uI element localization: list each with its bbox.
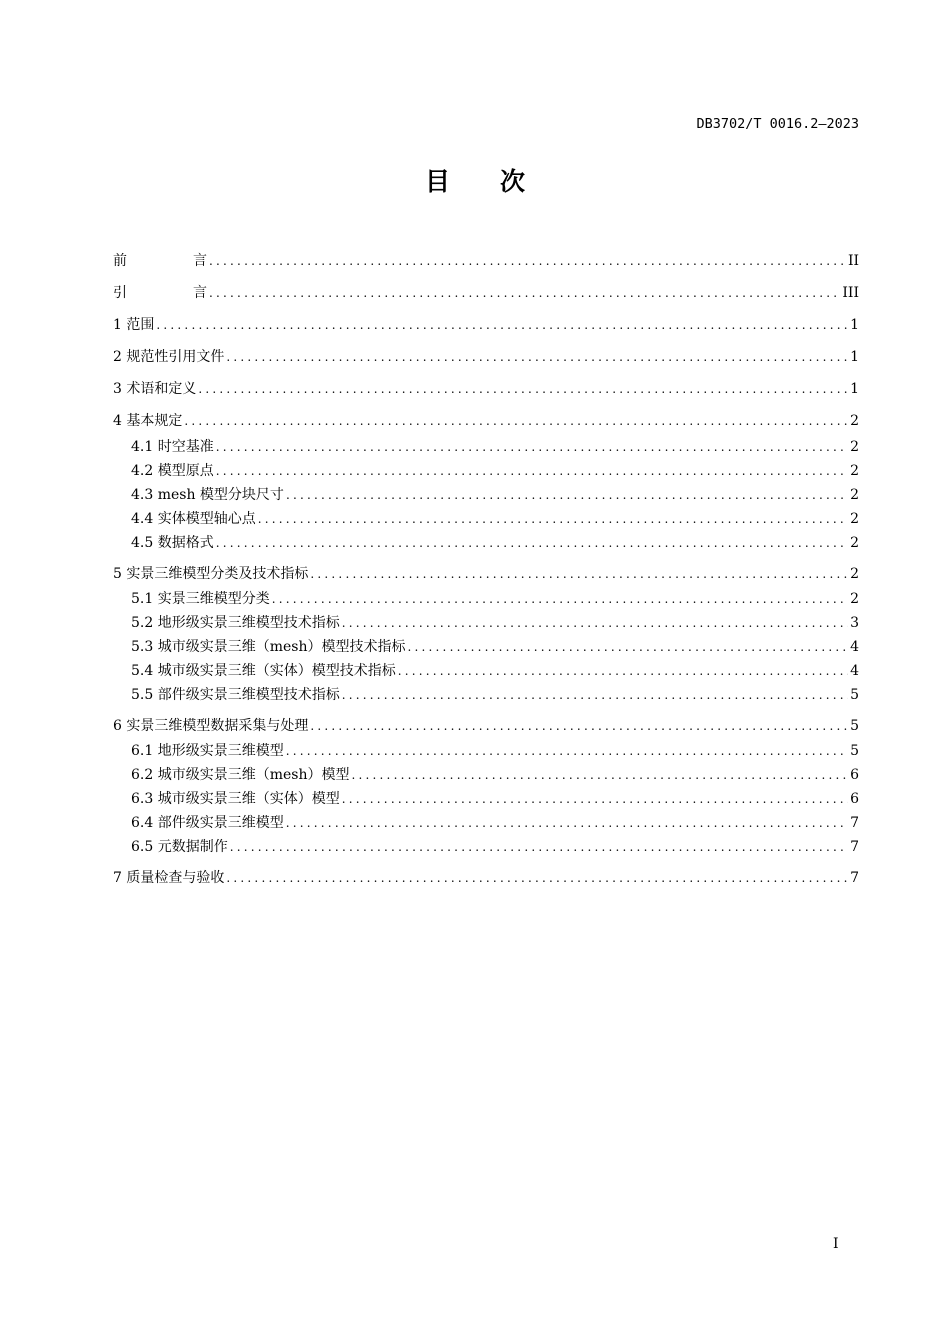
toc-entry-4-2[interactable] [131,458,859,480]
toc-entry-page: 3 [850,615,859,631]
toc-leader-dots [184,413,848,430]
toc-entry-page: 7 [850,870,859,886]
toc-entry-5-5[interactable] [131,682,859,704]
toc-entry-number: 4.1 [131,439,154,455]
toc-entry-title: 实景三维模型数据采集与处理 [126,718,309,734]
toc-entry-label [131,790,342,808]
toc-entry-label [131,486,286,504]
toc-entry-5-4[interactable] [131,658,859,680]
toc-entry-number: 6.2 [131,767,154,783]
toc-entry-page: 2 [850,413,859,429]
toc-entry-page: 6 [850,791,859,807]
toc-entry-title: 实景三维模型分类 [157,591,270,607]
toc-leader-dots [310,718,848,735]
toc-entry-number: 1 [113,317,122,333]
toc-entry-6-3[interactable] [131,786,859,808]
toc-leader-dots [286,815,848,832]
toc-leader-dots [216,463,848,480]
toc-entry-page: 1 [850,349,859,365]
toc-entry-page: III [842,285,859,301]
toc-leader-dots [258,511,848,528]
page-number: I [833,1236,839,1252]
toc-entry-label [113,717,310,735]
toc-entry-label [131,686,342,704]
toc-entry-number: 7 [113,870,122,886]
toc-leader-dots [209,285,840,302]
toc-entry-number: 5.3 [131,639,154,655]
toc-entry-number: 3 [113,381,122,397]
toc-entry-page: 2 [850,511,859,527]
toc-entry-title: 地形级实景三维模型 [157,743,284,759]
toc-entry-introduction[interactable] [113,280,859,302]
toc-entry-label [113,412,184,430]
toc-label-char: 言 [193,285,207,301]
toc-entry-page: 1 [850,381,859,397]
toc-entry-title: 时空基准 [157,439,214,455]
toc-entry-title: 地形级实景三维模型技术指标 [157,615,340,631]
toc-leader-dots [230,839,848,856]
toc-entry-label [131,766,351,784]
toc-entry-page: 2 [850,439,859,455]
toc-entry-4-3[interactable] [131,482,859,504]
toc-entry-page: 2 [850,566,859,582]
toc-entry-title: 基本规定 [126,413,183,429]
toc-entry-5-2[interactable] [131,610,859,632]
toc-entry-number: 5.2 [131,615,154,631]
toc-entry-title: 城市级实景三维（mesh）模型 [157,767,350,783]
toc-entry-title: 元数据制作 [157,839,228,855]
toc-entry-6-4[interactable] [131,810,859,832]
toc-entry-label [113,380,198,398]
toc-entry-title: 模型原点 [157,463,214,479]
toc-leader-dots [398,663,848,680]
toc-label-char: 前 [113,253,127,269]
toc-entry-3[interactable] [113,376,859,398]
toc-entry-title: 术语和定义 [126,381,197,397]
toc-entry-label [131,438,216,456]
toc-leader-dots [286,487,848,504]
toc-entry-label [131,614,342,632]
toc-leader-dots [342,791,848,808]
toc-entry-title: 实景三维模型分类及技术指标 [126,566,309,582]
toc-entry-page: 5 [850,743,859,759]
toc-entry-7[interactable] [113,865,859,887]
toc-entry-page: 2 [850,535,859,551]
toc-entry-label [131,838,230,856]
toc-entry-number: 5.1 [131,591,154,607]
toc-entry-label [131,662,398,680]
toc-entry-label [131,510,258,528]
toc-entry-page: II [847,253,859,269]
toc-entry-number: 4.3 [131,487,154,503]
toc-entry-6[interactable] [113,713,859,735]
toc-entry-number: 6.3 [131,791,154,807]
toc-entry-4-4[interactable] [131,506,859,528]
toc-leader-dots [342,615,848,632]
toc-leader-dots [226,870,848,887]
toc-entry-title: 部件级实景三维模型技术指标 [157,687,340,703]
toc-entry-5-1[interactable] [131,586,859,608]
document-code: DB3702/T 0016.2—2023 [696,116,859,132]
toc-entry-6-1[interactable] [131,738,859,760]
toc-leader-dots [351,767,848,784]
toc-entry-5[interactable] [113,561,859,583]
toc-leader-dots [216,439,848,456]
toc-entry-1[interactable] [113,312,859,334]
toc-entry-title: 规范性引用文件 [126,349,225,365]
toc-entry-6-2[interactable] [131,762,859,784]
toc-entry-title: 城市级实景三维（实体）模型技术指标 [157,663,396,679]
toc-entry-number: 5 [113,566,122,582]
toc-entry-page: 5 [850,687,859,703]
toc-entry-label [131,814,286,832]
toc-entry-title: 质量检查与验收 [126,870,225,886]
toc-entry-page: 7 [850,815,859,831]
toc-entry-page: 4 [850,663,859,679]
toc-entry-page: 7 [850,839,859,855]
toc-entry-title: 城市级实景三维（实体）模型 [157,791,340,807]
toc-entry-label [131,462,216,480]
toc-entry-label [131,742,286,760]
toc-entry-4-5[interactable] [131,530,859,552]
toc-entry-label [113,316,156,334]
toc-entry-number: 6.1 [131,743,154,759]
toc-entry-title: 数据格式 [157,535,214,551]
toc-entry-6-5[interactable] [131,834,859,856]
toc-entry-number: 2 [113,349,122,365]
toc-entry-title: 实体模型轴心点 [157,511,256,527]
toc-leader-dots [198,381,848,398]
toc-entry-label [113,565,310,583]
toc-entry-number: 4 [113,413,122,429]
toc-entry-number: 5.5 [131,687,154,703]
toc-leader-dots [310,566,848,583]
toc-entry-number: 6 [113,718,122,734]
toc-entry-label [113,869,226,887]
toc-leader-dots [286,743,848,760]
toc-leader-dots [216,535,848,552]
toc-entry-4-1[interactable] [131,434,859,456]
toc-entry-label [131,638,407,656]
toc-title-part1: 目 [424,167,450,196]
toc-entry-page: 6 [850,767,859,783]
toc-entry-label [131,590,272,608]
toc-leader-dots [209,253,846,270]
toc-entry-page: 5 [850,718,859,734]
toc-entry-number: 6.5 [131,839,154,855]
toc-leader-dots [342,687,848,704]
toc-entry-page: 2 [850,463,859,479]
toc-entry-4[interactable] [113,408,859,430]
toc-entry-page: 2 [850,591,859,607]
toc-leader-dots [272,591,848,608]
toc-entry-number: 4.5 [131,535,154,551]
toc-label-char: 言 [193,253,207,269]
toc-entry-title: 范围 [126,317,155,333]
toc-leader-dots [407,639,848,656]
toc-label-char: 引 [113,285,127,301]
toc-entry-page: 1 [850,317,859,333]
toc-entry-label [113,252,209,270]
toc-entry-title: mesh 模型分块尺寸 [157,487,284,503]
toc-entry-number: 6.4 [131,815,154,831]
toc-entry-foreword[interactable] [113,248,859,270]
toc-entry-number: 4.4 [131,511,154,527]
toc-entry-title: 部件级实景三维模型 [157,815,284,831]
toc-entry-number: 4.2 [131,463,154,479]
toc-entry-page: 2 [850,487,859,503]
toc-entry-2[interactable] [113,344,859,366]
toc-entry-5-3[interactable] [131,634,859,656]
toc-entry-label [113,348,226,366]
toc-entry-label [131,534,216,552]
toc-leader-dots [156,317,848,334]
toc-entry-number: 5.4 [131,663,154,679]
toc-title-part2: 次 [500,167,526,196]
toc-entry-page: 4 [850,639,859,655]
toc-entry-title: 城市级实景三维（mesh）模型技术指标 [157,639,406,655]
toc-entry-label [113,284,209,302]
toc-leader-dots [226,349,848,366]
